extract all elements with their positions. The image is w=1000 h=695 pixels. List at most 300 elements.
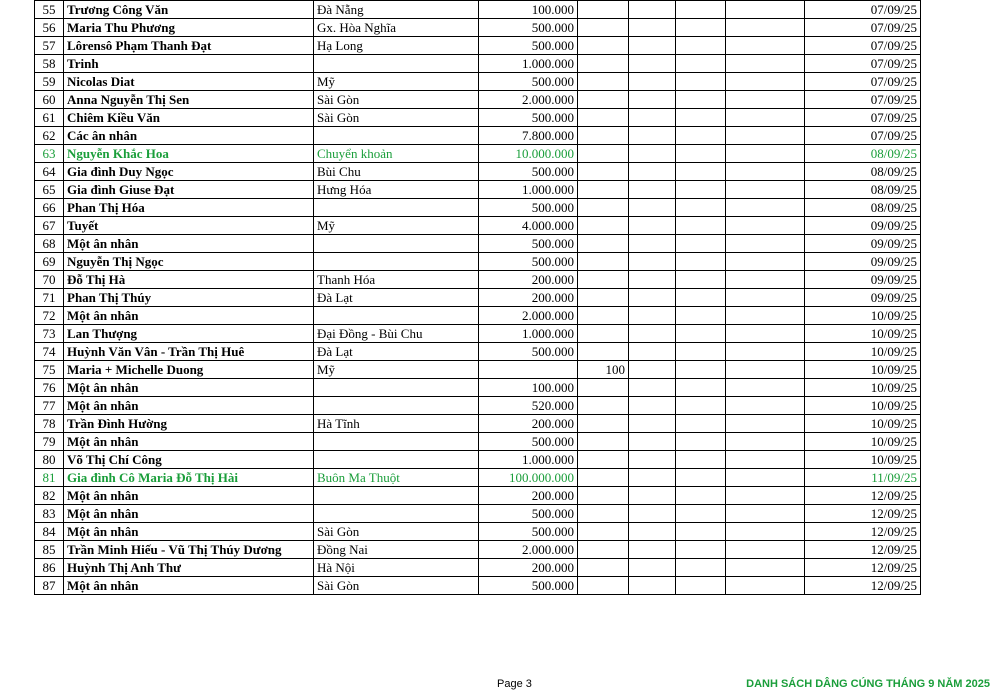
donation-date: 07/09/25 [805, 1, 921, 19]
donor-name: Một ân nhân [64, 397, 314, 415]
table-row [35, 397, 921, 415]
empty-cell [629, 325, 676, 343]
empty-cell [629, 217, 676, 235]
donation-amount: 100.000 [479, 1, 578, 19]
row-number: 66 [35, 199, 64, 217]
donor-name: Nguyễn Khắc Hoa [64, 145, 314, 163]
extra-amount [578, 181, 629, 199]
empty-cell [726, 91, 805, 109]
donation-table-body [35, 1, 921, 595]
donor-place [314, 127, 479, 145]
table-row [35, 127, 921, 145]
donation-date: 07/09/25 [805, 109, 921, 127]
donor-name: Huỳnh Văn Vân - Trần Thị Huê [64, 343, 314, 361]
empty-cell [676, 253, 726, 271]
donor-name: Nicolas Diat [64, 73, 314, 91]
donor-place: Đồng Nai [314, 541, 479, 559]
row-number: 70 [35, 271, 64, 289]
donation-amount: 500.000 [479, 253, 578, 271]
donation-amount: 2.000.000 [479, 91, 578, 109]
empty-cell [676, 343, 726, 361]
donor-name: Một ân nhân [64, 577, 314, 595]
table-row [35, 523, 921, 541]
row-number: 68 [35, 235, 64, 253]
extra-amount [578, 523, 629, 541]
row-number: 85 [35, 541, 64, 559]
row-number: 63 [35, 145, 64, 163]
empty-cell [726, 253, 805, 271]
empty-cell [726, 379, 805, 397]
donor-name: Maria Thu Phương [64, 19, 314, 37]
extra-amount [578, 325, 629, 343]
empty-cell [676, 523, 726, 541]
extra-amount [578, 397, 629, 415]
empty-cell [629, 523, 676, 541]
donation-amount: 200.000 [479, 415, 578, 433]
donation-amount: 500.000 [479, 577, 578, 595]
empty-cell [726, 577, 805, 595]
empty-cell [676, 73, 726, 91]
empty-cell [726, 559, 805, 577]
donor-name: Lôrensô Phạm Thanh Đạt [64, 37, 314, 55]
donation-date: 08/09/25 [805, 199, 921, 217]
donation-amount: 520.000 [479, 397, 578, 415]
empty-cell [726, 361, 805, 379]
empty-cell [676, 127, 726, 145]
donor-place: Gx. Hòa Nghĩa [314, 19, 479, 37]
donation-amount: 100.000.000 [479, 469, 578, 487]
empty-cell [726, 325, 805, 343]
donor-name: Nguyễn Thị Ngọc [64, 253, 314, 271]
extra-amount [578, 343, 629, 361]
extra-amount [578, 289, 629, 307]
row-number: 55 [35, 1, 64, 19]
donor-name: Lan Thượng [64, 325, 314, 343]
empty-cell [629, 271, 676, 289]
row-number: 80 [35, 451, 64, 469]
donor-name: Một ân nhân [64, 433, 314, 451]
empty-cell [676, 1, 726, 19]
empty-cell [676, 307, 726, 325]
table-row [35, 145, 921, 163]
donor-name: Gia đình Duy Ngọc [64, 163, 314, 181]
empty-cell [629, 199, 676, 217]
table-row [35, 307, 921, 325]
donor-name: Chiêm Kiều Văn [64, 109, 314, 127]
table-row [35, 487, 921, 505]
empty-cell [629, 541, 676, 559]
donation-date: 10/09/25 [805, 451, 921, 469]
donation-amount: 500.000 [479, 19, 578, 37]
donor-name: Một ân nhân [64, 505, 314, 523]
empty-cell [726, 451, 805, 469]
donor-name: Trần Đình Hường [64, 415, 314, 433]
empty-cell [629, 487, 676, 505]
donation-date: 10/09/25 [805, 397, 921, 415]
row-number: 58 [35, 55, 64, 73]
empty-cell [726, 235, 805, 253]
donor-place [314, 397, 479, 415]
donor-name: Phan Thị Thúy [64, 289, 314, 307]
donation-amount: 500.000 [479, 433, 578, 451]
donation-date: 08/09/25 [805, 181, 921, 199]
donation-date: 07/09/25 [805, 127, 921, 145]
donor-name: Một ân nhân [64, 487, 314, 505]
donor-place: Sài Gòn [314, 523, 479, 541]
donor-place: Mỹ [314, 361, 479, 379]
empty-cell [629, 235, 676, 253]
empty-cell [726, 37, 805, 55]
empty-cell [629, 109, 676, 127]
extra-amount [578, 433, 629, 451]
empty-cell [726, 487, 805, 505]
donation-date: 12/09/25 [805, 523, 921, 541]
donation-amount: 1.000.000 [479, 181, 578, 199]
row-number: 74 [35, 343, 64, 361]
extra-amount [578, 505, 629, 523]
donor-place [314, 307, 479, 325]
empty-cell [726, 145, 805, 163]
donor-place: Sài Gòn [314, 577, 479, 595]
row-number: 69 [35, 253, 64, 271]
empty-cell [629, 181, 676, 199]
empty-cell [676, 505, 726, 523]
donation-amount: 2.000.000 [479, 541, 578, 559]
row-number: 61 [35, 109, 64, 127]
donor-name: Gia đình Cô Maria Đỗ Thị Hài [64, 469, 314, 487]
empty-cell [676, 325, 726, 343]
extra-amount [578, 145, 629, 163]
donation-date: 07/09/25 [805, 91, 921, 109]
table-row [35, 73, 921, 91]
donation-date: 09/09/25 [805, 289, 921, 307]
extra-amount [578, 307, 629, 325]
donor-place: Hưng Hóa [314, 181, 479, 199]
donor-name: Maria + Michelle Duong [64, 361, 314, 379]
donor-place: Thanh Hóa [314, 271, 479, 289]
donor-place [314, 199, 479, 217]
empty-cell [676, 199, 726, 217]
extra-amount: 100 [578, 361, 629, 379]
donation-amount: 200.000 [479, 271, 578, 289]
empty-cell [629, 307, 676, 325]
donor-place [314, 379, 479, 397]
empty-cell [676, 415, 726, 433]
donation-date: 12/09/25 [805, 541, 921, 559]
table-row [35, 559, 921, 577]
empty-cell [726, 433, 805, 451]
donor-place: Đại Đồng - Bùi Chu [314, 325, 479, 343]
empty-cell [629, 577, 676, 595]
empty-cell [676, 433, 726, 451]
donation-amount: 2.000.000 [479, 307, 578, 325]
empty-cell [676, 217, 726, 235]
empty-cell [726, 523, 805, 541]
donor-name: Một ân nhân [64, 307, 314, 325]
empty-cell [726, 55, 805, 73]
empty-cell [726, 109, 805, 127]
extra-amount [578, 271, 629, 289]
empty-cell [726, 19, 805, 37]
donor-place: Hà Tĩnh [314, 415, 479, 433]
row-number: 76 [35, 379, 64, 397]
extra-amount [578, 235, 629, 253]
row-number: 78 [35, 415, 64, 433]
empty-cell [676, 559, 726, 577]
row-number: 87 [35, 577, 64, 595]
donation-date: 10/09/25 [805, 379, 921, 397]
row-number: 83 [35, 505, 64, 523]
donor-place [314, 451, 479, 469]
donor-name: Trương Công Văn [64, 1, 314, 19]
donor-place: Buôn Ma Thuột [314, 469, 479, 487]
extra-amount [578, 217, 629, 235]
donation-date: 09/09/25 [805, 253, 921, 271]
empty-cell [629, 91, 676, 109]
donor-name: Trinh [64, 55, 314, 73]
extra-amount [578, 451, 629, 469]
donor-place: Bùi Chu [314, 163, 479, 181]
empty-cell [629, 469, 676, 487]
donation-date: 09/09/25 [805, 271, 921, 289]
donor-place: Đà Nẵng [314, 1, 479, 19]
document-title: DANH SÁCH DÂNG CÚNG THÁNG 9 NĂM 2025 [746, 678, 990, 690]
donor-place: Mỹ [314, 217, 479, 235]
donor-place [314, 235, 479, 253]
donation-amount: 500.000 [479, 37, 578, 55]
empty-cell [676, 289, 726, 307]
donation-date: 09/09/25 [805, 235, 921, 253]
table-row [35, 379, 921, 397]
donation-amount: 1.000.000 [479, 451, 578, 469]
empty-cell [726, 181, 805, 199]
extra-amount [578, 559, 629, 577]
table-row [35, 541, 921, 559]
empty-cell [629, 361, 676, 379]
table-row [35, 55, 921, 73]
empty-cell [629, 397, 676, 415]
empty-cell [726, 505, 805, 523]
donor-place: Sài Gòn [314, 109, 479, 127]
donation-date: 10/09/25 [805, 361, 921, 379]
row-number: 81 [35, 469, 64, 487]
empty-cell [726, 307, 805, 325]
empty-cell [629, 505, 676, 523]
donation-amount: 500.000 [479, 109, 578, 127]
donor-place [314, 433, 479, 451]
extra-amount [578, 1, 629, 19]
empty-cell [676, 37, 726, 55]
empty-cell [676, 271, 726, 289]
empty-cell [629, 55, 676, 73]
extra-amount [578, 487, 629, 505]
row-number: 71 [35, 289, 64, 307]
empty-cell [676, 451, 726, 469]
table-row [35, 217, 921, 235]
table-row [35, 415, 921, 433]
donation-date: 10/09/25 [805, 343, 921, 361]
donation-amount: 500.000 [479, 163, 578, 181]
page-number: Page 3 [497, 678, 532, 690]
table-row [35, 289, 921, 307]
donation-amount: 500.000 [479, 343, 578, 361]
donation-date: 11/09/25 [805, 469, 921, 487]
donation-date: 09/09/25 [805, 217, 921, 235]
donor-name: Tuyết [64, 217, 314, 235]
row-number: 56 [35, 19, 64, 37]
donor-name: Võ Thị Chí Công [64, 451, 314, 469]
donation-table [34, 0, 921, 595]
empty-cell [629, 415, 676, 433]
donor-place: Mỹ [314, 73, 479, 91]
donor-name: Một ân nhân [64, 523, 314, 541]
extra-amount [578, 55, 629, 73]
row-number: 64 [35, 163, 64, 181]
donation-amount: 10.000.000 [479, 145, 578, 163]
empty-cell [726, 289, 805, 307]
extra-amount [578, 91, 629, 109]
donor-name: Đỗ Thị Hà [64, 271, 314, 289]
donation-date: 07/09/25 [805, 37, 921, 55]
table-row [35, 253, 921, 271]
empty-cell [629, 343, 676, 361]
donor-name: Huỳnh Thị Anh Thư [64, 559, 314, 577]
donation-date: 08/09/25 [805, 163, 921, 181]
table-row [35, 181, 921, 199]
empty-cell [629, 559, 676, 577]
donation-amount: 500.000 [479, 199, 578, 217]
empty-cell [629, 145, 676, 163]
row-number: 75 [35, 361, 64, 379]
row-number: 59 [35, 73, 64, 91]
table-row [35, 19, 921, 37]
extra-amount [578, 37, 629, 55]
donor-place [314, 487, 479, 505]
row-number: 86 [35, 559, 64, 577]
table-row [35, 361, 921, 379]
donor-place: Đà Lạt [314, 343, 479, 361]
table-row [35, 37, 921, 55]
extra-amount [578, 73, 629, 91]
table-row [35, 343, 921, 361]
donation-amount [479, 361, 578, 379]
donation-amount: 4.000.000 [479, 217, 578, 235]
row-number: 77 [35, 397, 64, 415]
empty-cell [676, 19, 726, 37]
donation-amount: 500.000 [479, 235, 578, 253]
table-row [35, 469, 921, 487]
donor-name: Trần Minh Hiếu - Vũ Thị Thúy Dương [64, 541, 314, 559]
row-number: 57 [35, 37, 64, 55]
empty-cell [676, 181, 726, 199]
empty-cell [676, 397, 726, 415]
donor-name: Anna Nguyễn Thị Sen [64, 91, 314, 109]
row-number: 84 [35, 523, 64, 541]
empty-cell [676, 361, 726, 379]
row-number: 65 [35, 181, 64, 199]
donation-date: 07/09/25 [805, 55, 921, 73]
empty-cell [676, 577, 726, 595]
empty-cell [629, 1, 676, 19]
table-row [35, 1, 921, 19]
donor-name: Các ân nhân [64, 127, 314, 145]
table-row [35, 271, 921, 289]
row-number: 62 [35, 127, 64, 145]
empty-cell [676, 163, 726, 181]
donation-date: 10/09/25 [805, 325, 921, 343]
donation-amount: 500.000 [479, 505, 578, 523]
donation-date: 12/09/25 [805, 559, 921, 577]
empty-cell [726, 271, 805, 289]
extra-amount [578, 19, 629, 37]
empty-cell [726, 73, 805, 91]
donor-place: Hà Nội [314, 559, 479, 577]
empty-cell [676, 109, 726, 127]
empty-cell [726, 469, 805, 487]
donation-date: 12/09/25 [805, 487, 921, 505]
empty-cell [676, 469, 726, 487]
empty-cell [726, 199, 805, 217]
donor-name: Một ân nhân [64, 379, 314, 397]
empty-cell [629, 127, 676, 145]
donation-date: 07/09/25 [805, 19, 921, 37]
donation-amount: 200.000 [479, 487, 578, 505]
empty-cell [676, 379, 726, 397]
donor-place: Sài Gòn [314, 91, 479, 109]
table-row [35, 505, 921, 523]
empty-cell [676, 487, 726, 505]
empty-cell [629, 19, 676, 37]
empty-cell [629, 379, 676, 397]
empty-cell [726, 415, 805, 433]
donation-date: 10/09/25 [805, 307, 921, 325]
table-row [35, 433, 921, 451]
empty-cell [726, 541, 805, 559]
row-number: 73 [35, 325, 64, 343]
donation-amount: 100.000 [479, 379, 578, 397]
empty-cell [726, 127, 805, 145]
extra-amount [578, 469, 629, 487]
empty-cell [676, 235, 726, 253]
donation-amount: 1.000.000 [479, 325, 578, 343]
table-row [35, 235, 921, 253]
table-row [35, 163, 921, 181]
empty-cell [676, 91, 726, 109]
donor-place [314, 505, 479, 523]
donor-place: Đà Lạt [314, 289, 479, 307]
extra-amount [578, 199, 629, 217]
table-row [35, 325, 921, 343]
empty-cell [629, 37, 676, 55]
empty-cell [676, 145, 726, 163]
empty-cell [676, 55, 726, 73]
row-number: 79 [35, 433, 64, 451]
donation-amount: 200.000 [479, 559, 578, 577]
extra-amount [578, 379, 629, 397]
table-row [35, 451, 921, 469]
donor-name: Một ân nhân [64, 235, 314, 253]
empty-cell [629, 253, 676, 271]
empty-cell [726, 163, 805, 181]
donation-amount: 500.000 [479, 523, 578, 541]
row-number: 67 [35, 217, 64, 235]
donor-place [314, 253, 479, 271]
row-number: 60 [35, 91, 64, 109]
donor-place [314, 55, 479, 73]
extra-amount [578, 415, 629, 433]
donation-date: 10/09/25 [805, 415, 921, 433]
empty-cell [629, 433, 676, 451]
